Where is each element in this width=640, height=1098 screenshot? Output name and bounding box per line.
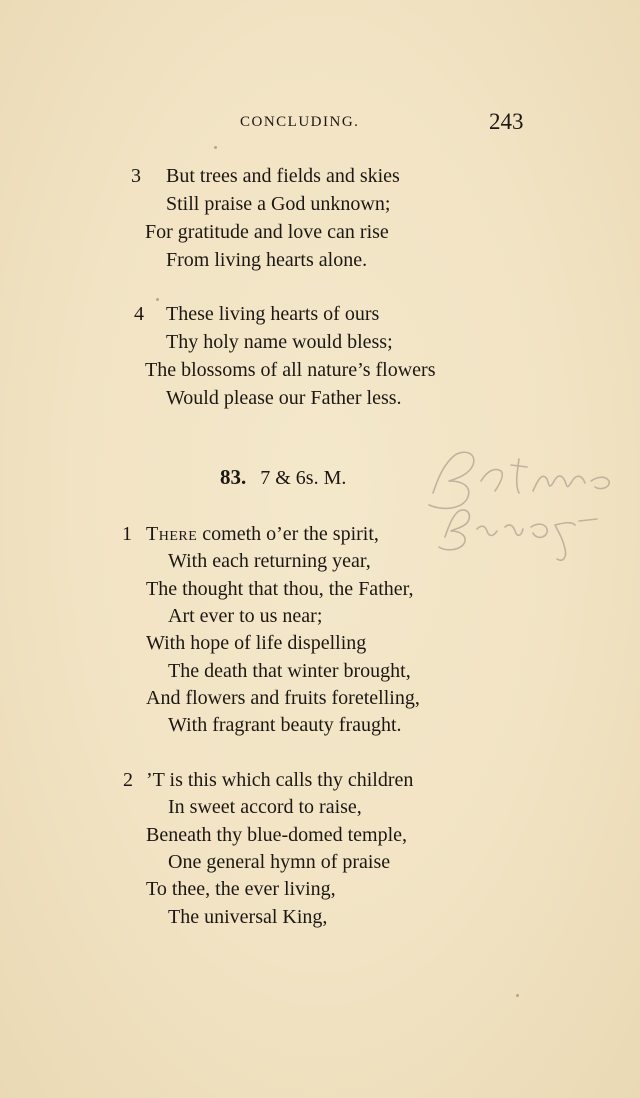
stanza-number: 3	[131, 165, 141, 187]
verse-line: Art ever to us near;	[168, 605, 323, 627]
verse-line: Beneath thy blue-domed temple,	[146, 824, 408, 846]
page-number: 243	[489, 109, 524, 134]
verse-line: Thy holy name would bless;	[166, 331, 393, 353]
stanza-number: 4	[134, 303, 144, 325]
verse-line: ’T is this which calls thy children	[146, 769, 414, 791]
verse-line: To thee, the ever living,	[146, 878, 336, 900]
verse-line: Still praise a God unknown;	[166, 193, 391, 215]
verse-line: In sweet accord to raise,	[168, 796, 362, 818]
stanza-number: 2	[123, 769, 133, 791]
paper-speck	[214, 146, 217, 149]
pencil-annotation	[415, 445, 630, 570]
hymn-heading	[220, 465, 346, 490]
first-line-rest: cometh o’er the spirit,	[197, 523, 379, 545]
first-word-small-caps: There	[146, 523, 198, 545]
paper-speck	[516, 994, 519, 997]
verse-line: The blossoms of all nature’s flowers	[145, 359, 436, 381]
verse-line: With hope of life dispelling	[146, 632, 367, 654]
verse-line: These living hearts of ours	[166, 303, 380, 325]
verse-line: One general hymn of praise	[168, 851, 391, 873]
paper-speck	[156, 298, 159, 301]
verse-line: But trees and fields and skies	[166, 165, 400, 187]
verse-line: The universal King,	[168, 906, 328, 928]
verse-line: And flowers and fruits foretelling,	[146, 687, 420, 709]
running-head: CONCLUDING.	[240, 114, 360, 130]
verse-line	[146, 522, 379, 546]
verse-line: With each returning year,	[168, 550, 371, 572]
verse-line: The death that winter brought,	[168, 660, 411, 682]
verse-line: Would please our Father less.	[166, 387, 402, 409]
stanza-number: 1	[122, 523, 132, 545]
verse-line: For gratitude and love can rise	[145, 221, 389, 243]
hymn-number: 83.	[220, 465, 247, 489]
verse-line: With fragrant beauty fraught.	[168, 714, 402, 736]
verse-line: The thought that thou, the Father,	[146, 578, 414, 600]
hymn-meter: 7 & 6s. M.	[260, 467, 347, 489]
verse-line: From living hearts alone.	[166, 249, 368, 271]
